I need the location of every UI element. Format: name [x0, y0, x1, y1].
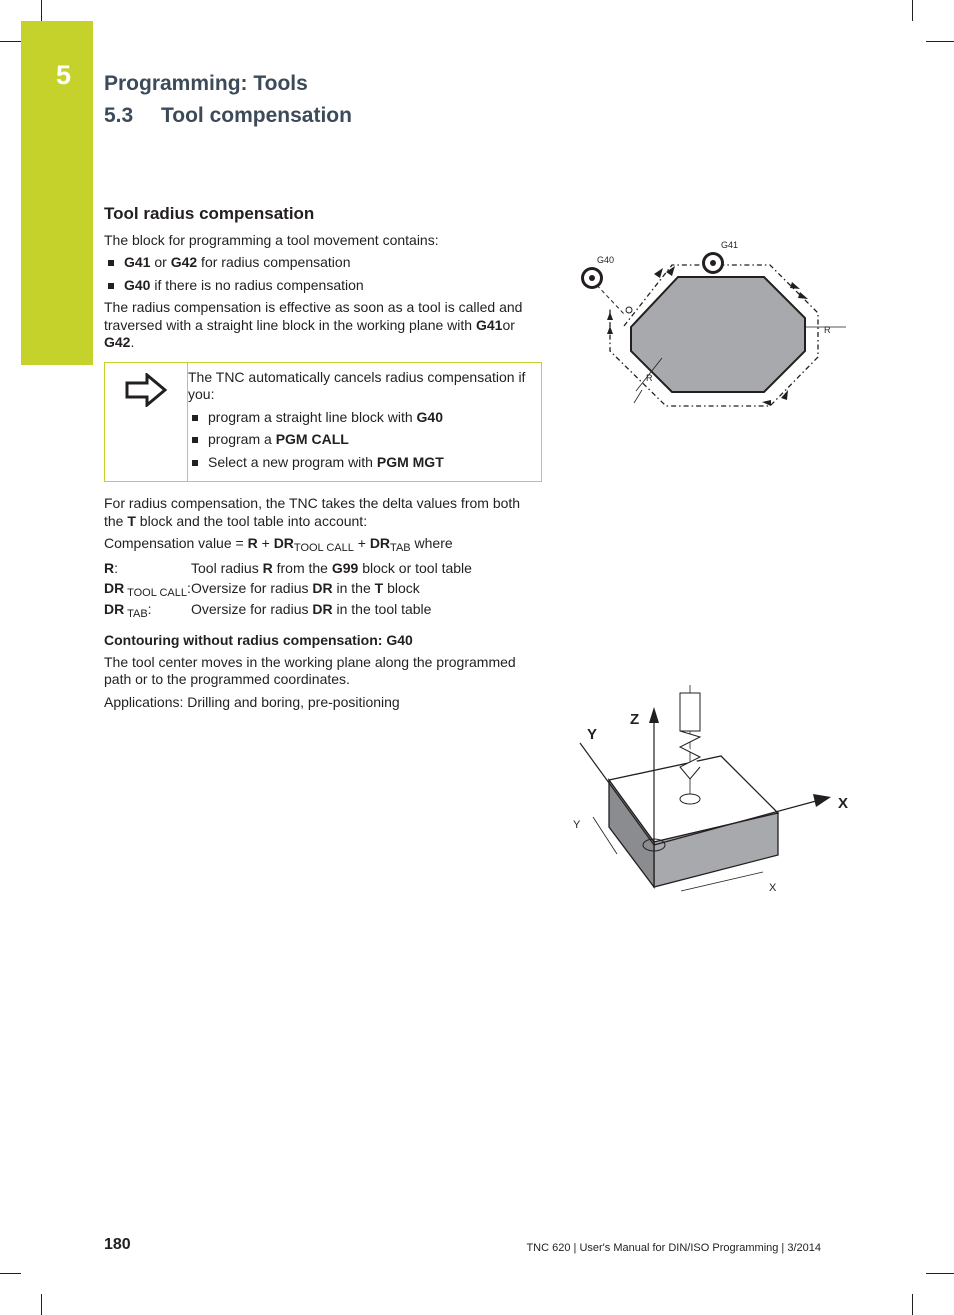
- label-g40: G40: [597, 255, 615, 265]
- page-number: 180: [104, 1236, 131, 1253]
- path-arrow: [781, 390, 788, 400]
- milling-cutter-icon: [581, 267, 603, 289]
- drilling-figure: [566, 685, 856, 900]
- formula: Compensation value = $R + DR_{TOOL CALL} + DR_{TAB}$ where: [104, 535, 453, 554]
- axis-arrow: [813, 794, 831, 807]
- intro-text: The block for programming a tool movement contains:: [104, 231, 439, 248]
- paragraph: For radius compensation, the TNC takes the delta values from both the T block and the tool table into account:: [104, 495, 521, 529]
- section-title: [104, 104, 352, 128]
- definition-desc: Oversize for radius DR in the tool table: [191, 600, 432, 617]
- label-g41: G41: [721, 240, 739, 250]
- list-item: program a straight line block with G40: [188, 409, 533, 427]
- chapter-title: Programming: Tools: [104, 72, 308, 95]
- dimension-line: [634, 390, 642, 403]
- workpiece-octagon: [631, 277, 805, 392]
- chapter-number: 5: [56, 60, 72, 90]
- footer-text: TNC 620 | User's Manual for DIN/ISO Programming | 3/2014: [526, 1242, 821, 1254]
- crop-mark: [926, 41, 954, 42]
- label-r: R: [824, 325, 831, 335]
- radius-compensation-figure: [566, 230, 856, 420]
- path-arrow: [762, 400, 771, 406]
- path-arrow: [666, 266, 675, 276]
- paragraph: The tool center moves in the working plane along the programmed path or to the programmed coordinates.: [104, 653, 516, 687]
- note-list: [188, 409, 533, 472]
- subheading: Contouring without radius compensation: G40: [104, 632, 413, 648]
- note-content: [187, 363, 541, 482]
- label-r: R: [646, 373, 653, 383]
- path-arrow: [798, 292, 808, 299]
- definition-desc: Oversize for radius DR in the T block: [191, 580, 420, 596]
- crop-mark: [912, 1294, 913, 1315]
- axis-label-z: Z: [630, 711, 640, 728]
- drill-shank: [680, 693, 700, 731]
- list-item: G40 if there is no radius compensation: [104, 277, 542, 295]
- note-box: [104, 362, 542, 483]
- bullet-list: [104, 254, 542, 294]
- crop-mark: [0, 1273, 21, 1274]
- axis-label-x: X: [838, 795, 849, 812]
- definition-term: DR $_{TAB}$:: [104, 600, 152, 620]
- paragraph: The radius compensation is effective as soon as a tool is called and traversed with a straight line block in the working plane with G41or G42.: [104, 299, 523, 350]
- section-number: 5.3: [104, 104, 134, 127]
- note-arrow-icon: [105, 363, 187, 482]
- crop-mark: [41, 1294, 42, 1315]
- start-point: [626, 307, 632, 313]
- list-item: Select a new program with PGM MGT: [188, 454, 533, 472]
- definition-term: DR $_{TOOL CALL}$:: [104, 580, 191, 599]
- path-arrow: [607, 312, 613, 320]
- definition-list: [104, 560, 542, 619]
- path-arrow: [654, 268, 663, 278]
- list-item: program a PGM CALL: [188, 431, 533, 449]
- heading: Tool radius compensation: [104, 204, 315, 223]
- list-item: G41 or G42 for radius compensation: [104, 254, 542, 272]
- crop-mark: [0, 41, 21, 42]
- note-intro: The TNC automatically cancels radius compensation if you:: [188, 368, 526, 402]
- definition-desc: Tool radius R from the G99 block or tool table: [191, 559, 472, 576]
- drill-hole: [680, 794, 700, 804]
- crop-mark: [41, 0, 42, 21]
- crop-mark: [912, 0, 913, 21]
- crop-mark: [926, 1273, 954, 1274]
- dim-label-y: Y: [573, 819, 581, 831]
- definition-term: R:: [104, 559, 119, 576]
- paragraph: Applications: Drilling and boring, pre-positioning: [104, 693, 400, 710]
- path-arrow: [790, 282, 800, 289]
- main-content: [104, 205, 542, 716]
- dim-label-x: X: [769, 882, 777, 894]
- path-arrow: [607, 326, 613, 334]
- milling-cutter-icon: [702, 252, 724, 274]
- axis-arrow: [649, 707, 659, 723]
- section-name: Tool compensation: [161, 104, 352, 127]
- axis-label-y: Y: [587, 726, 598, 743]
